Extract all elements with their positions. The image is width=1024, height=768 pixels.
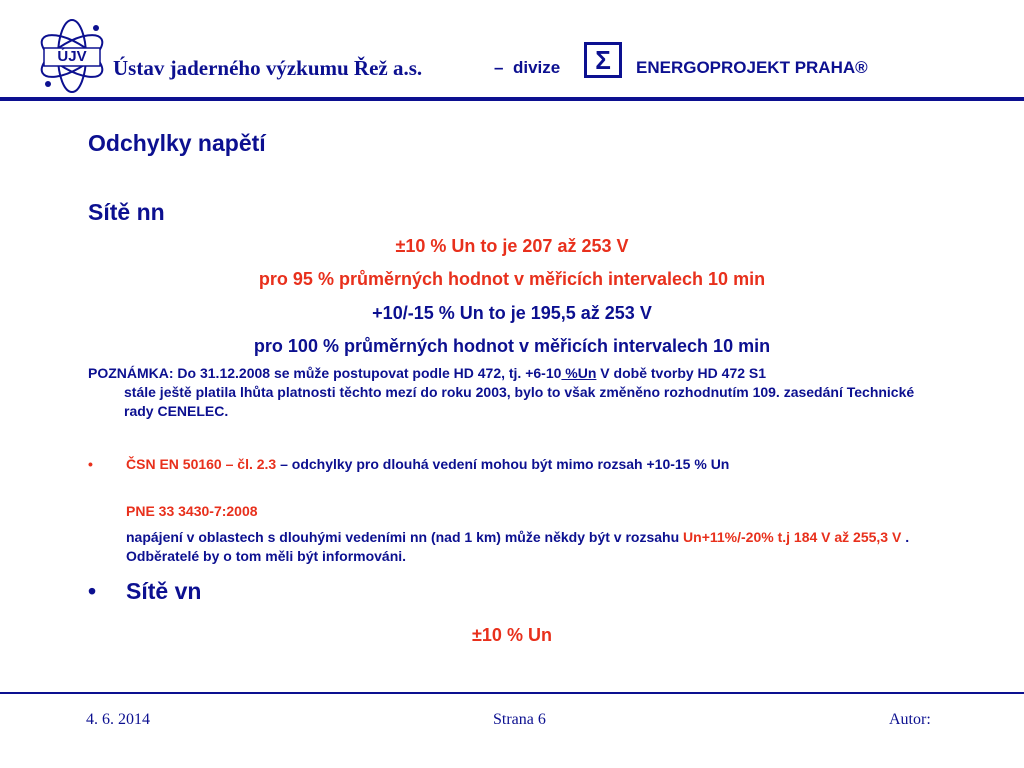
header-divider — [0, 97, 1024, 101]
nn-range-95-note: pro 95 % průměrných hodnot v měřicích intervalech 10 min — [258, 269, 766, 289]
csn-standard: ČSN EN 50160 – čl. 2.3 — [126, 456, 277, 472]
csn-text: – odchylky pro dlouhá vedení mohou být mimo rozsah +10-15 % Un — [276, 456, 730, 472]
header-dash: – — [494, 58, 504, 77]
nn-range-100: +10/-15 % Un to je 195,5 až 253 V — [372, 303, 652, 323]
nn-range-100-note: pro 100 % průměrných hodnot v měřicích intervalech 10 min — [253, 336, 771, 356]
pne-paragraph — [126, 528, 946, 566]
note-text-a: POZNÁMKA: Do 31.12.2008 se může postupovat podle HD 472, tj. +6-10 — [88, 365, 562, 381]
vn-bullet: • — [88, 578, 97, 604]
vn-range: ±10 % Un — [472, 625, 552, 645]
note-paragraph — [88, 364, 938, 421]
section-nn-heading: Sítě nn — [88, 199, 165, 225]
nn-range-95: ±10 % Un to je 207 až 253 V — [395, 236, 629, 256]
section-vn-heading: Sítě vn — [126, 578, 202, 604]
footer-divider — [0, 692, 1024, 694]
pne-text-c: . Odběratelé by o tom měli být informováni. — [126, 529, 910, 564]
footer-page: Strana 6 — [493, 711, 546, 728]
pne-text-a: napájení v oblastech s dlouhými vedeními nn (nad 1 km) může někdy být v rozsahu — [126, 529, 684, 545]
csn-bullet: • — [88, 456, 93, 472]
csn-item — [126, 456, 729, 472]
institute-name: Ústav jaderného výzkumu Řež a.s. — [113, 56, 423, 80]
footer-author: Autor: — [889, 711, 931, 728]
slide-header — [0, 0, 1024, 100]
pne-range: Un+11%/-20% t.j 184 V až 255,3 V — [683, 529, 902, 545]
logo-text: ÚJV — [57, 48, 87, 65]
slide-title: Odchylky napětí — [88, 130, 266, 156]
note-text-d: stále ještě platila lhůta platnosti těchto mezí do roku 2003, bylo to však změněno rozhodnutím 109. zasedání Technické rady CENELEC. — [124, 384, 915, 419]
energoprojekt-name: ENERGOPROJEKT PRAHA® — [636, 58, 868, 77]
sigma-icon: Σ — [595, 45, 611, 75]
footer-date: 4. 6. 2014 — [86, 711, 150, 728]
energoprojekt-logo — [584, 42, 622, 78]
note-text-b: %Un — [561, 365, 597, 381]
divize-label: divize — [513, 58, 561, 77]
pne-standard: PNE 33 3430-7:2008 — [126, 503, 258, 519]
note-text-c: V době tvorby HD 472 S1 — [596, 365, 767, 381]
